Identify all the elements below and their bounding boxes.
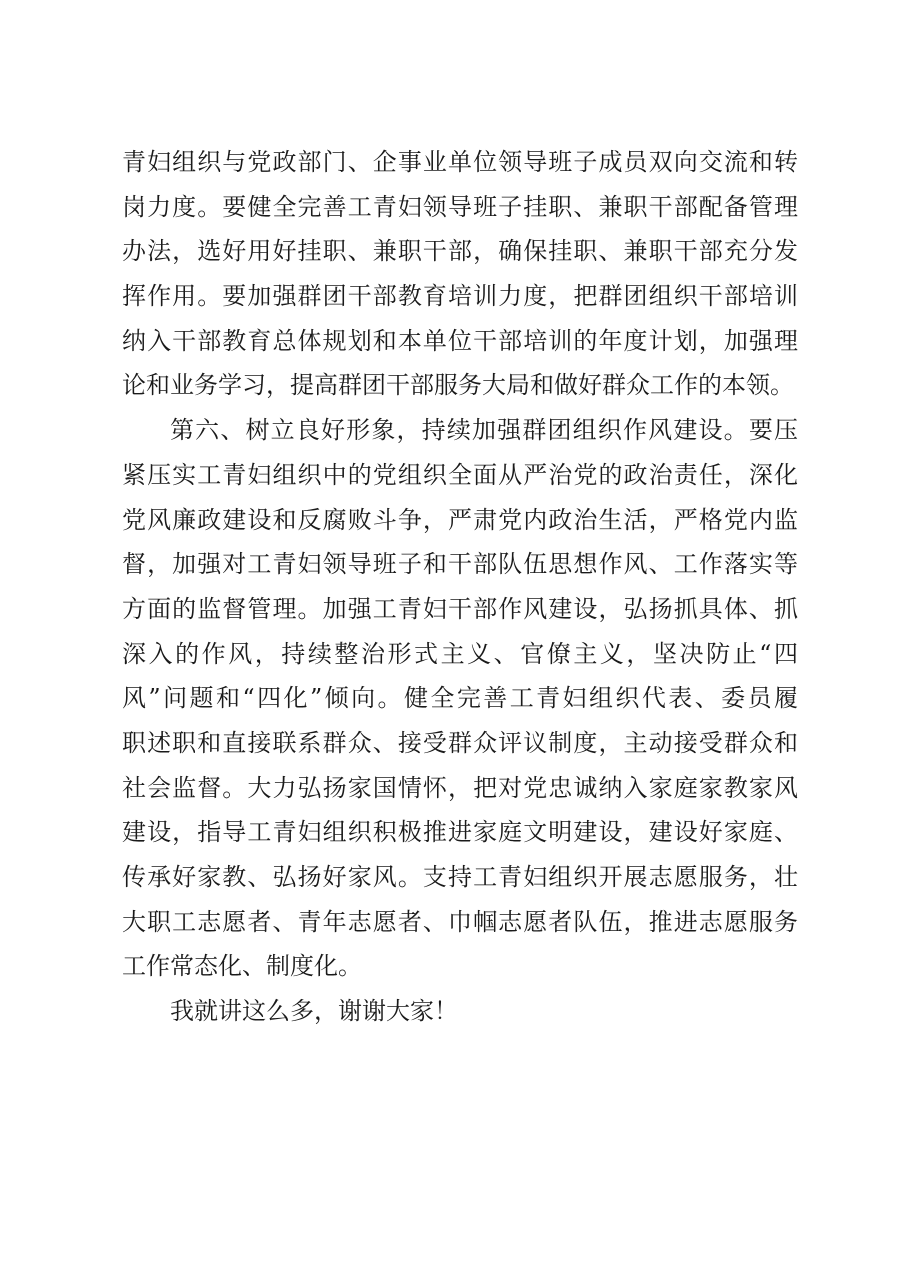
- text-line: 督，加强对工青妇领导班子和干部队伍思想作风、工作落实等: [122, 550, 798, 579]
- text-line: 方面的监督管理。加强工青妇干部作风建设，弘扬抓具体、抓: [122, 594, 798, 623]
- text-line: 工作常态化、制度化。: [122, 952, 362, 981]
- text-line: 青妇组织与党政部门、企事业单位领导班子成员双向交流和转: [122, 148, 798, 176]
- text-line: 办法，选好用好挂职、兼职干部，确保挂职、兼职干部充分发: [122, 237, 798, 266]
- paragraph-closing: [122, 989, 798, 1034]
- text-line: 建设，指导工青妇组织积极推进家庭文明建设，建设好家庭、: [122, 818, 798, 847]
- paragraph-cadre-training: [122, 140, 798, 408]
- text-line: 深入的作风，持续整治形式主义、官僚主义，坚决防止“四: [122, 639, 798, 668]
- text-line: 岗力度。要健全完善工青妇领导班子挂职、兼职干部配备管理: [122, 192, 798, 221]
- text-line: 挥作用。要加强群团干部教育培训力度，把群团组织干部培训: [122, 282, 798, 311]
- text-line: 风”问题和“四化”倾向。健全完善工青妇组织代表、委员履: [122, 684, 798, 713]
- document-body: [122, 140, 798, 1034]
- text-line: 大职工志愿者、青年志愿者、巾帼志愿者队伍，推进志愿服务: [122, 907, 798, 936]
- text-line: 论和业务学习，提高群团干部服务大局和做好群众工作的本领。: [122, 371, 794, 400]
- text-line: 社会监督。大力弘扬家国情怀，把对党忠诚纳入家庭家教家风: [122, 773, 798, 802]
- text-line: 传承好家教、弘扬好家风。支持工青妇组织开展志愿服务，壮: [122, 863, 798, 891]
- text-line: 第六、树立良好形象，持续加强群团组织作风建设。要压: [170, 416, 798, 445]
- text-line: 纳入干部教育总体规划和本单位干部培训的年度计划，加强理: [122, 326, 798, 355]
- text-line: 职述职和直接联系群众、接受群众评议制度，主动接受群众和: [122, 728, 798, 757]
- paragraph-sixth-point: [122, 408, 798, 989]
- text-line: 紧压实工青妇组织中的党组织全面从严治党的政治责任，深化: [122, 460, 798, 489]
- text-line: 党风廉政建设和反腐败斗争，严肃党内政治生活，严格党内监: [122, 505, 798, 534]
- closing-line: 我就讲这么多，谢谢大家！: [170, 997, 458, 1026]
